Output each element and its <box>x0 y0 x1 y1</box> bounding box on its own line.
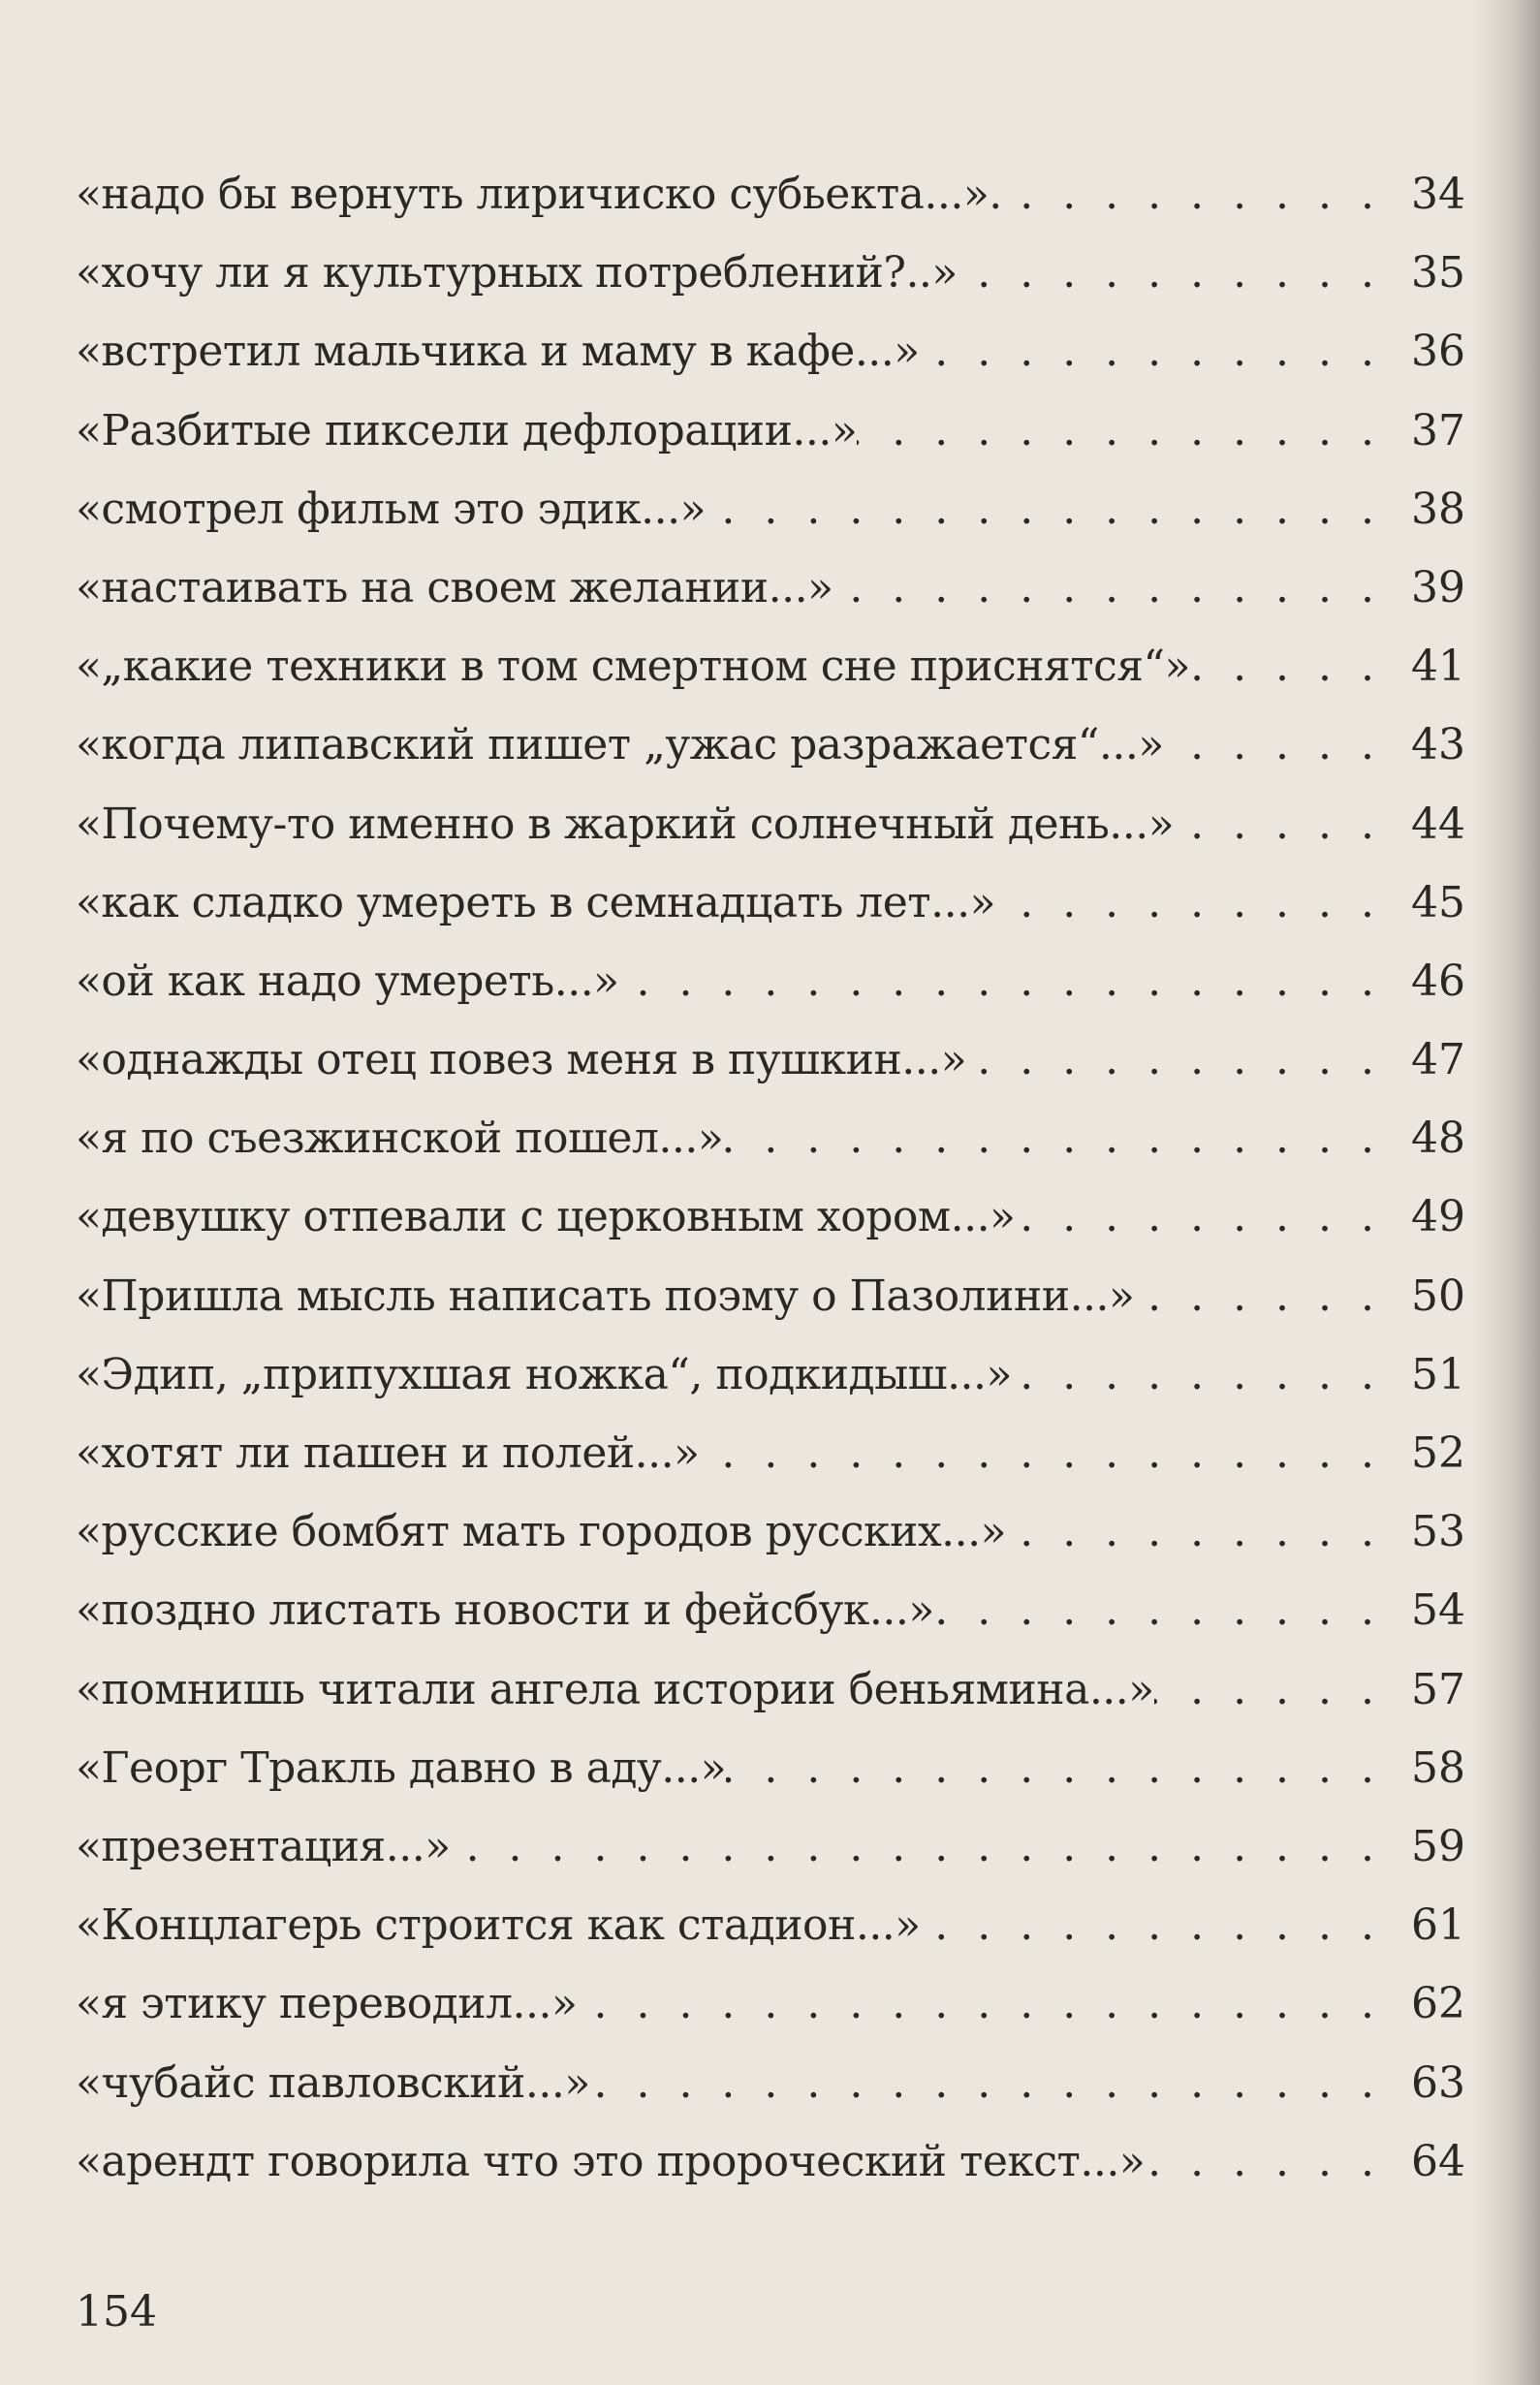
toc-entry-page: 62 <box>1411 1979 1465 2029</box>
page-number: 154 <box>76 2287 157 2337</box>
toc-entry <box>76 1335 1465 1414</box>
toc-entry-page: 57 <box>1411 1664 1465 1714</box>
toc-entry-title: «хотят ли пашен и полей...» <box>76 1428 700 1478</box>
toc-entry-page: 48 <box>1411 1114 1465 1164</box>
toc-entry-page: 64 <box>1411 2136 1465 2186</box>
toc-entry-title: «ой как надо умереть...» <box>76 956 619 1006</box>
dot-leader <box>920 312 1407 391</box>
toc-entry-title: «чубайс павловский...» <box>76 2057 590 2108</box>
toc-entry-page: 47 <box>1411 1035 1465 1085</box>
dot-leader <box>1006 1492 1407 1571</box>
toc-entry <box>76 1099 1465 1177</box>
toc-entry <box>76 2044 1465 2122</box>
toc-entry-title: «поздно листать новости и фейсбук...» <box>76 1585 934 1636</box>
toc-entry-page: 37 <box>1411 405 1465 455</box>
dot-leader <box>1154 1650 1407 1729</box>
toc-entry-title: «Разбитые пиксели дефлорации...» <box>76 405 858 455</box>
toc-entry-page: 45 <box>1411 877 1465 927</box>
toc-entry-page: 52 <box>1411 1428 1465 1478</box>
toc-entry-title: «„какие техники в том смертном сне приснятся“» <box>76 642 1190 692</box>
toc-entry <box>76 312 1465 391</box>
toc-entry-title: «хочу ли я культурных потреблений?..» <box>76 248 958 298</box>
toc-entry-page: 63 <box>1411 2057 1465 2108</box>
dot-leader <box>1015 1177 1407 1256</box>
toc-entry <box>76 549 1465 627</box>
page-curl-shadow <box>1472 0 1540 2385</box>
dot-leader <box>958 234 1407 312</box>
dot-leader <box>619 942 1407 1020</box>
dot-leader <box>590 2044 1407 2122</box>
dot-leader <box>451 1807 1407 1886</box>
toc-entry-page: 54 <box>1411 1585 1465 1636</box>
table-of-contents <box>76 155 1465 2201</box>
toc-entry-page: 36 <box>1411 327 1465 377</box>
toc-entry <box>76 1414 1465 1492</box>
toc-entry-page: 59 <box>1411 1821 1465 1871</box>
toc-entry-page: 61 <box>1411 1900 1465 1951</box>
dot-leader <box>833 549 1407 627</box>
toc-entry-page: 35 <box>1411 248 1465 298</box>
dot-leader <box>723 1099 1407 1177</box>
toc-entry <box>76 1886 1465 1964</box>
toc-entry-page: 38 <box>1411 484 1465 534</box>
toc-entry-page: 39 <box>1411 562 1465 612</box>
toc-entry-title: «Эдип, „припухшая ножка“, подкидыш...» <box>76 1349 1012 1399</box>
toc-entry <box>76 234 1465 312</box>
toc-entry-title: «однажды отец повез меня в пушкин...» <box>76 1035 967 1085</box>
toc-entry-page: 51 <box>1411 1349 1465 1399</box>
toc-entry-title: «настаивать на своем желании...» <box>76 562 833 612</box>
toc-entry-title: «Пришла мысль написать поэму о Пазолини...» <box>76 1271 1135 1321</box>
toc-entry-title: «я по съезжинской пошел...» <box>76 1114 724 1164</box>
toc-entry-page: 46 <box>1411 956 1465 1006</box>
toc-entry <box>76 1571 1465 1649</box>
toc-entry <box>76 2122 1465 2201</box>
dot-leader <box>700 1414 1407 1492</box>
toc-entry-page: 53 <box>1411 1507 1465 1557</box>
toc-entry-title: «помнишь читали ангела истории беньямина...» <box>76 1664 1154 1714</box>
dot-leader <box>1002 155 1407 234</box>
toc-entry <box>76 863 1465 942</box>
toc-entry-title: «русские бомбят мать городов русских...» <box>76 1507 1007 1557</box>
toc-entry-title: «девушку отпевали с церковным хором...» <box>76 1192 1016 1242</box>
toc-entry <box>76 942 1465 1020</box>
dot-leader <box>577 1964 1407 2043</box>
dot-leader <box>1164 706 1407 784</box>
dot-leader <box>726 1729 1407 1807</box>
toc-entry <box>76 392 1465 470</box>
toc-entry-page: 58 <box>1411 1742 1465 1793</box>
dot-leader <box>995 863 1407 942</box>
toc-entry-title: «презентация...» <box>76 1821 451 1871</box>
dot-leader <box>857 392 1407 470</box>
toc-entry-page: 44 <box>1411 799 1465 849</box>
dot-leader <box>1190 627 1407 706</box>
toc-entry <box>76 470 1465 549</box>
toc-entry <box>76 627 1465 706</box>
toc-entry-page: 43 <box>1411 720 1465 770</box>
toc-entry-title: «я этику переводил...» <box>76 1979 578 2029</box>
dot-leader <box>706 470 1407 549</box>
toc-entry-page: 41 <box>1411 642 1465 692</box>
dot-leader <box>921 1886 1407 1964</box>
toc-entry <box>76 1650 1465 1729</box>
toc-entry <box>76 155 1465 234</box>
dot-leader <box>1134 1257 1407 1335</box>
dot-leader <box>1145 2122 1407 2201</box>
toc-entry <box>76 1964 1465 2043</box>
toc-entry <box>76 785 1465 863</box>
toc-entry <box>76 706 1465 784</box>
toc-entry-title: «надо бы вернуть лиричиско субьекта...». <box>76 170 1002 219</box>
toc-entry <box>76 1020 1465 1099</box>
toc-entry-title: «как сладко умереть в семнадцать лет...» <box>76 877 996 927</box>
toc-entry-title: «арендт говорила что это пророческий текст...» <box>76 2136 1146 2186</box>
dot-leader <box>1012 1335 1407 1414</box>
toc-entry <box>76 1257 1465 1335</box>
toc-entry-title: «Почему-то именно в жаркий солнечный день...» <box>76 799 1175 849</box>
dot-leader <box>1174 785 1407 863</box>
toc-entry <box>76 1807 1465 1886</box>
toc-entry <box>76 1729 1465 1807</box>
toc-entry <box>76 1492 1465 1571</box>
dot-leader <box>934 1571 1407 1649</box>
toc-entry-title: «когда липавский пишет „ужас разражается“...» <box>76 720 1164 770</box>
toc-entry-title: «встретил мальчика и маму в кафе...» <box>76 327 920 377</box>
toc-entry <box>76 1177 1465 1256</box>
toc-entry-page: 34 <box>1411 170 1465 219</box>
toc-entry-page: 50 <box>1411 1271 1465 1321</box>
toc-entry-title: «смотрел фильм это эдик...» <box>76 484 707 534</box>
toc-entry-title: «Концлагерь строится как стадион...» <box>76 1900 921 1951</box>
dot-leader <box>966 1020 1407 1099</box>
toc-entry-page: 49 <box>1411 1192 1465 1242</box>
toc-entry-title: «Георг Тракль давно в аду...» <box>76 1742 727 1793</box>
